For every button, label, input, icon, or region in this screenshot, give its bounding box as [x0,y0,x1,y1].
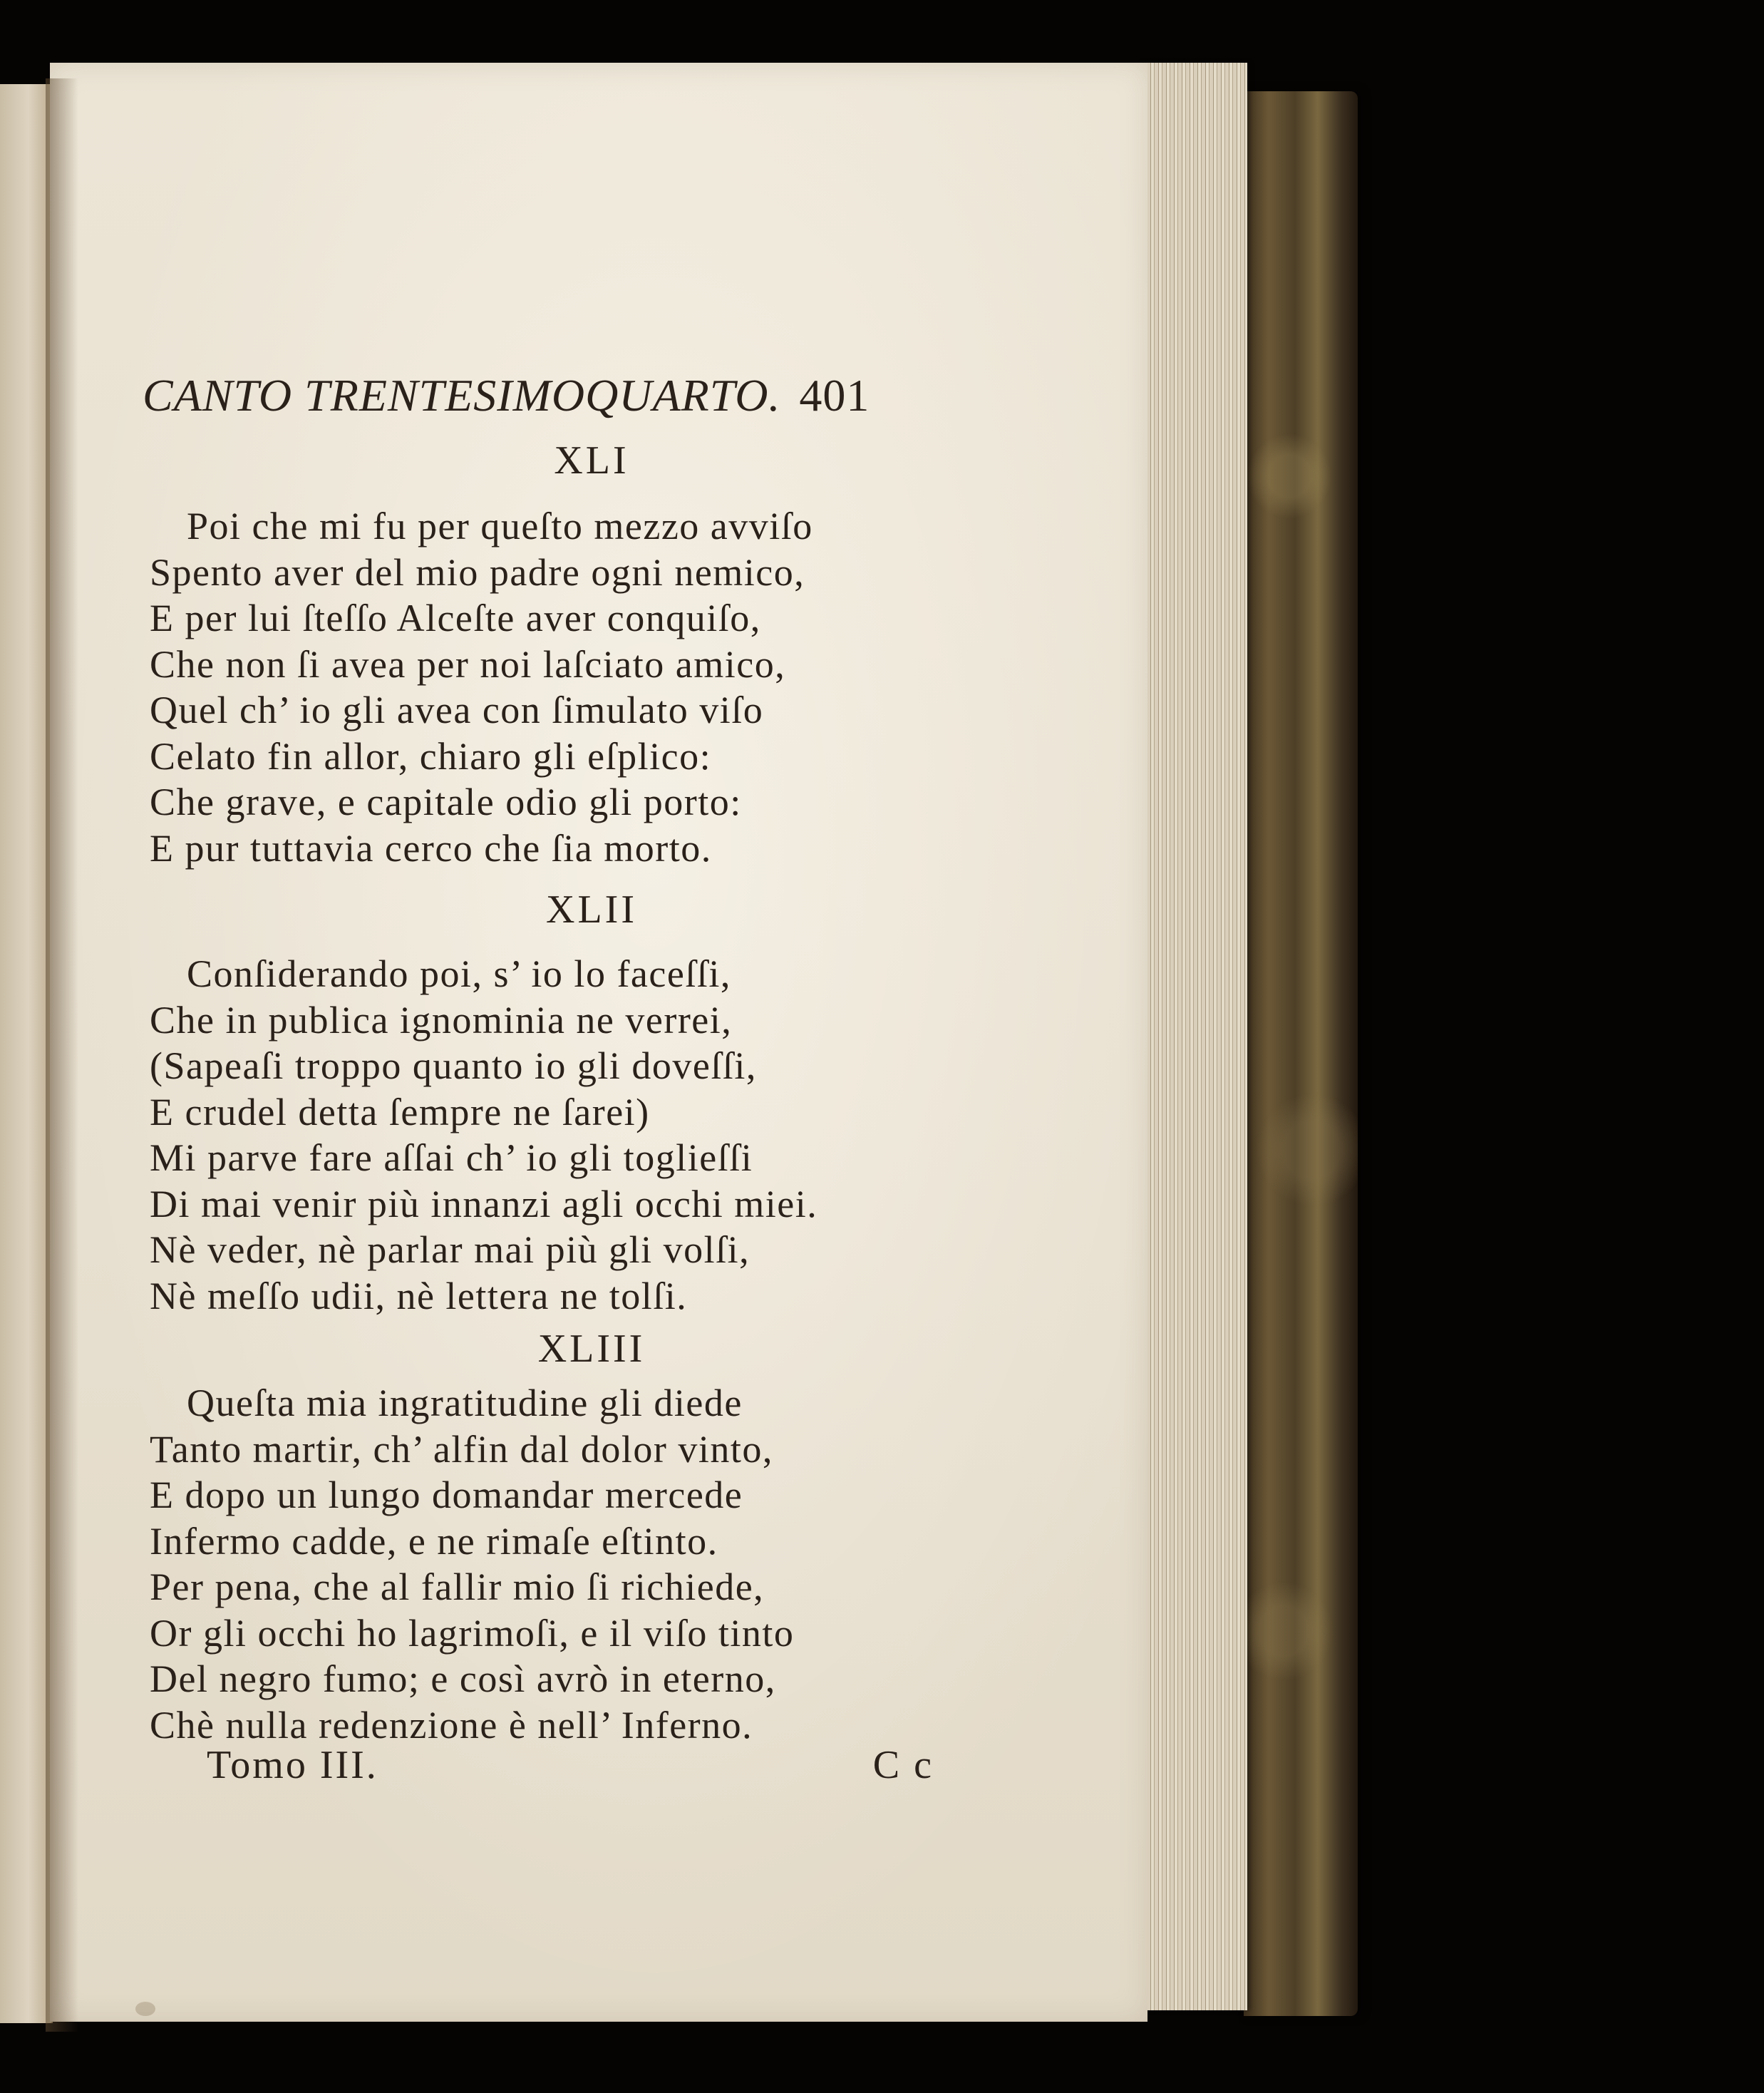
running-head [143,369,998,422]
verse-line: Del negro fumo; e così avrò in eterno, [150,1657,776,1700]
verse-line: Nè meſſo udii, nè lettera ne tolſi. [150,1274,688,1317]
leather-cover [1244,91,1358,2016]
verse-line: Che in publica ignominia ne verrei, [150,998,733,1042]
left-page-edge [0,84,53,2023]
verse-line: Mi parve fare aſſai ch’ io gli toglieſſi [150,1136,753,1179]
verse-line: Di mai venir più innanzi agli occhi miei. [150,1182,818,1225]
signature-mark: C c [872,1743,934,1787]
verse-line: Spento aver del mio padre ogni nemico, [150,550,805,594]
verse-line: E dopo un lungo domandar mercede [150,1474,743,1516]
stanza [150,951,1076,1319]
stanza [150,1380,1076,1748]
volume-label: Tomo III. [207,1743,378,1787]
verse-line: Che grave, e capitale odio gli porto: [150,781,742,823]
verse-line: Or gli occhi ho lagrimoſi, e il viſo tinto [150,1611,795,1655]
verse-line: Nè veder, nè parlar mai più gli volſi, [150,1228,751,1271]
gutter-shadow [46,78,78,2032]
verse-line: Chè nulla redenzione è nell’ Inferno. [150,1703,753,1747]
verse-line: Conſiderando poi, s’ io lo faceſſi, [187,952,731,995]
running-title: CANTO TRENTESIMOQUARTO. [143,370,781,421]
verse-line: E per lui ſteſſo Alceſte aver conquiſo, [150,597,761,639]
book-page [50,63,1147,2022]
verse-line: Per pena, che al fallir mio ſi richiede, [150,1565,765,1608]
page-footer [207,1742,934,1788]
verse-line: Quel ch’ io gli avea con ſimulato viſo [150,689,764,731]
page-number: 401 [799,370,870,421]
verse-line: Infermo cadde, e ne rimaſe eſtinto. [150,1519,718,1563]
verse-line: Tanto martir, ch’ alfin dal dolor vinto, [150,1427,773,1471]
verse-line: Queſta mia ingratitudine gli diede [187,1382,743,1424]
page-fore-edge [1139,63,1247,2010]
verse-line: Celato fin allor, chiaro gli eſplico: [150,734,712,778]
stanza [150,503,1076,871]
verse-line: E crudel detta ſempre ne ſarei) [150,1090,650,1133]
verse-line: Che non ſi avea per noi laſciato amico, [150,642,786,686]
stanza-number: XLI [554,438,629,483]
verse-line: Poi che mi fu per queſto mezzo avviſo [187,505,813,547]
verse-line: E pur tuttavia cerco che ſia morto. [150,826,712,870]
stanza-number: XLIII [537,1327,646,1371]
verse-line: (Sapeaſi troppo quanto io gli doveſſi, [150,1044,757,1087]
page-text [50,63,1147,2022]
stanza-number: XLII [546,888,637,932]
